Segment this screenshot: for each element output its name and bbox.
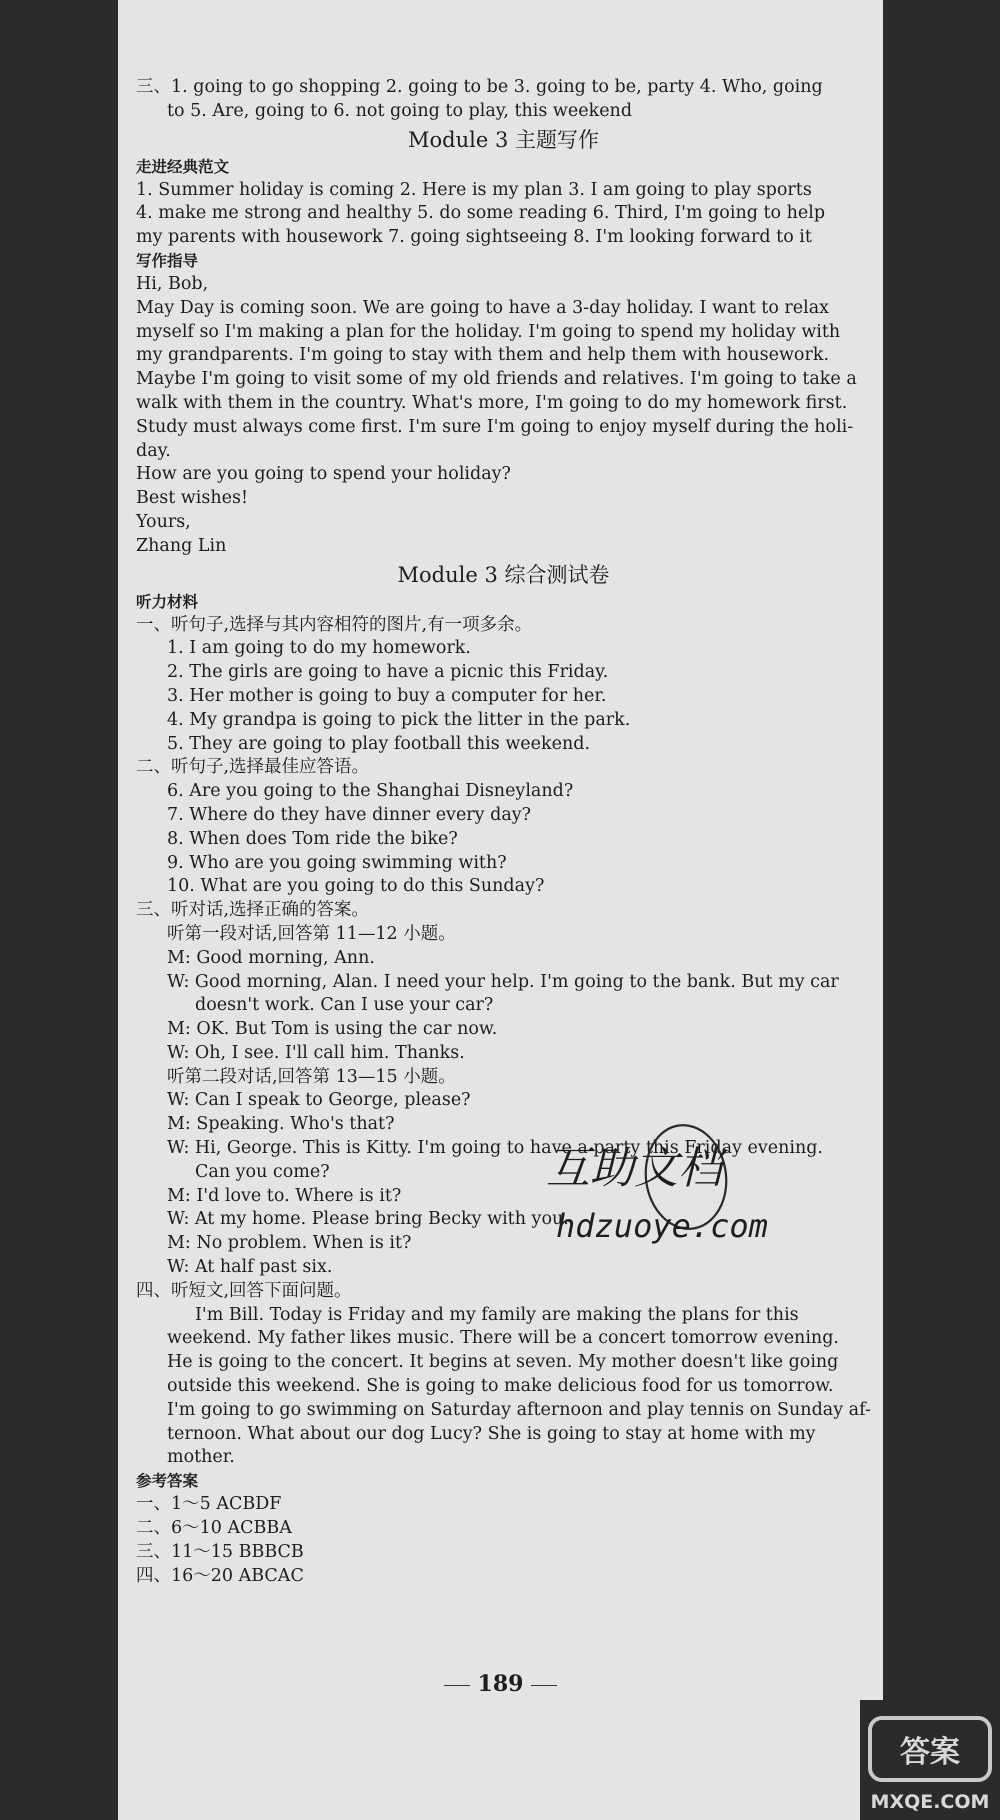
listening-item: 4. My grandpa is going to pick the litter in the park. xyxy=(167,709,631,730)
dialog-line: W: Good morning, Alan. I need your help. I'm going to the bank. But my car xyxy=(167,971,839,992)
dialog-line: W: At half past six. xyxy=(167,1257,333,1278)
dialog-line: M: Speaking. Who's that? xyxy=(167,1114,395,1135)
letter-line: day. xyxy=(136,440,171,461)
dialog-line: W: Hi, George. This is Kitty. I'm going to have a party this Friday evening. xyxy=(167,1138,823,1159)
page xyxy=(118,0,883,1820)
part-heading: 三、听对话,选择正确的答案。 xyxy=(136,900,370,921)
part-heading: 二、听句子,选择最佳应答语。 xyxy=(136,757,370,778)
listening-label: 听力材料 xyxy=(136,592,199,611)
stamp-text: 互助文档 xyxy=(546,1143,722,1194)
dialog-line: W: At my home. Please bring Becky with you. xyxy=(167,1209,569,1230)
listening-item: 1. I am going to do my homework. xyxy=(167,638,471,659)
passage-line: I'm Bill. Today is Friday and my family are making the plans for this xyxy=(195,1304,799,1325)
dialog-line: M: I'd love to. Where is it? xyxy=(167,1185,402,1206)
letter-line: my grandparents. I'm going to stay with them and help them with housework. xyxy=(136,345,830,366)
key-label: 参考答案 xyxy=(136,1472,199,1491)
letter-line: Maybe I'm going to visit some of my old friends and relatives. I'm going to take a xyxy=(136,369,857,390)
passage-line: mother. xyxy=(167,1447,235,1468)
model-line: 1. Summer holiday is coming 2. Here is my plan 3. I am going to play sports xyxy=(136,179,812,200)
dialog-heading: 听第二段对话,回答第 13—15 小题。 xyxy=(167,1066,456,1087)
part-heading: 四、听短文,回答下面问题。 xyxy=(136,1280,352,1301)
dash-right xyxy=(531,1685,557,1686)
letter-line: Yours, xyxy=(136,511,191,532)
part-heading: 一、听句子,选择与其内容相符的图片,有一项多余。 xyxy=(136,614,533,635)
model-label: 走进经典范文 xyxy=(136,157,230,176)
listening-item: 5. They are going to play football this weekend. xyxy=(167,733,591,754)
section-title-writing: Module 3 主题写作 xyxy=(408,127,599,152)
dialog-heading: 听第一段对话,回答第 11—12 小题。 xyxy=(167,923,456,944)
dialog-line: W: Can I speak to George, please? xyxy=(167,1090,471,1111)
listening-item: 8. When does Tom ride the bike? xyxy=(167,828,458,849)
corner-watermark-logo xyxy=(860,1700,1000,1820)
dialog-line: M: OK. But Tom is using the car now. xyxy=(167,1019,498,1040)
letter-line: How are you going to spend your holiday? xyxy=(136,464,511,485)
listening-item: 6. Are you going to the Shanghai Disneyland? xyxy=(167,781,574,802)
letter-line: Study must always come first. I'm sure I'm going to enjoy myself during the holi- xyxy=(136,416,854,437)
passage-line: I'm going to go swimming on Saturday afternoon and play tennis on Sunday af- xyxy=(167,1399,871,1420)
listening-item: 9. Who are you going swimming with? xyxy=(167,852,507,873)
dialog-line: doesn't work. Can I use your car? xyxy=(195,995,494,1016)
section-title-test: Module 3 综合测试卷 xyxy=(397,562,610,587)
answer-key: 二、6～10 ACBBA xyxy=(136,1518,292,1539)
dialog-line: M: No problem. When is it? xyxy=(167,1233,412,1254)
passage-line: outside this weekend. She is going to make delicious food for us tomorrow. xyxy=(167,1376,834,1397)
listening-item: 2. The girls are going to have a picnic this Friday. xyxy=(167,662,609,683)
answer-line: 三、1. going to go shopping 2. going to be 3. going to be, party 4. Who, going xyxy=(136,77,823,97)
letter-line: Best wishes! xyxy=(136,488,248,509)
svg-text:答案: 答案 xyxy=(900,1735,960,1770)
answer-key: 三、11～15 BBBCB xyxy=(136,1541,304,1562)
answer-line: to 5. Are, going to 6. not going to play, this weekend xyxy=(167,100,633,121)
letter-line: May Day is coming soon. We are going to have a 3-day holiday. I want to relax xyxy=(136,297,830,318)
listening-item: 7. Where do they have dinner every day? xyxy=(167,804,532,825)
letter-line: Hi, Bob, xyxy=(136,273,209,294)
passage-line: weekend. My father likes music. There will be a concert tomorrow evening. xyxy=(167,1328,839,1349)
stamp-url: hdzuoye.com xyxy=(556,1207,768,1245)
dialog-line: M: Good morning, Ann. xyxy=(167,947,375,968)
answer-key: 一、1～5 ACBDF xyxy=(136,1494,282,1515)
dash-left xyxy=(444,1685,470,1686)
passage-line: ternoon. What about our dog Lucy? She is going to stay at home with my xyxy=(167,1423,816,1444)
listening-item: 3. Her mother is going to buy a computer for her. xyxy=(167,685,607,706)
handwritten-stamp xyxy=(536,1115,796,1265)
page-number xyxy=(118,1671,883,1697)
dialog-line: W: Oh, I see. I'll call him. Thanks. xyxy=(167,1042,465,1063)
page-number-text: 189 xyxy=(477,1671,524,1697)
content xyxy=(136,76,871,1588)
model-line: 4. make me strong and healthy 5. do some reading 6. Third, I'm going to help xyxy=(136,203,826,224)
answer-key: 四、16～20 ABCAC xyxy=(136,1565,304,1586)
listening-item: 10. What are you going to do this Sunday? xyxy=(167,876,545,897)
guide-label: 写作指导 xyxy=(136,251,199,270)
passage-line: He is going to the concert. It begins at seven. My mother doesn't like going xyxy=(167,1352,839,1373)
model-line: my parents with housework 7. going sightseeing 8. I'm looking forward to it xyxy=(136,227,812,248)
dialog-line: Can you come? xyxy=(195,1161,330,1182)
corner-watermark-text: MXQE.COM xyxy=(870,1791,990,1813)
letter-line: walk with them in the country. What's more, I'm going to do my homework first. xyxy=(136,392,848,413)
letter-line: Zhang Lin xyxy=(136,535,227,556)
letter-line: myself so I'm making a plan for the holiday. I'm going to spend my holiday with xyxy=(136,321,841,342)
